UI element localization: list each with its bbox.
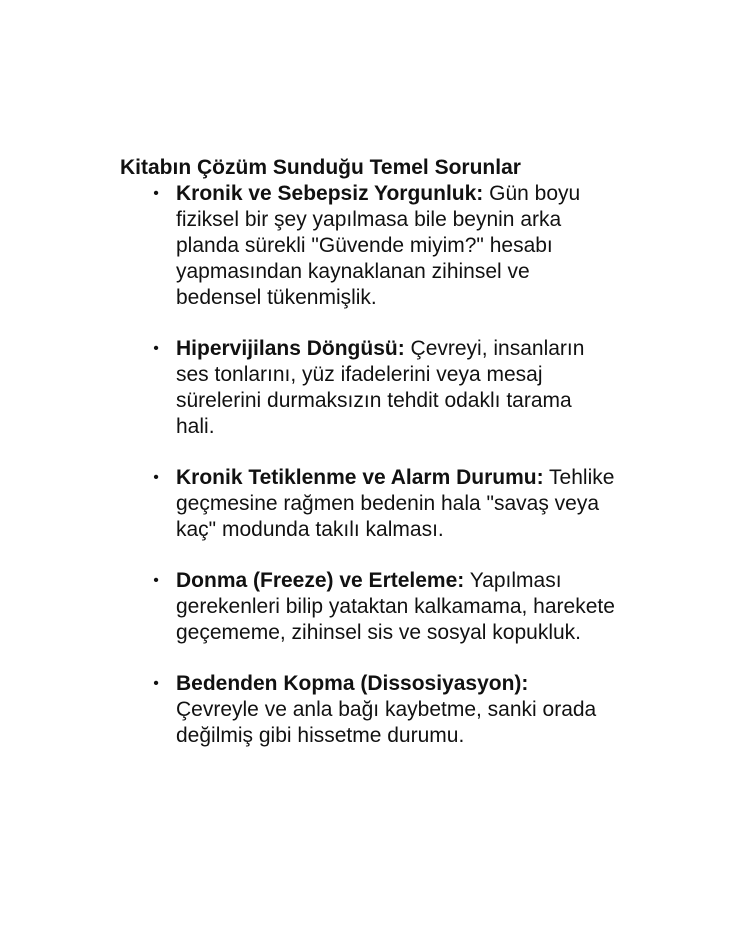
list-item-text <box>176 671 616 749</box>
list-item-text <box>176 336 616 440</box>
bullet-icon: • <box>153 675 159 692</box>
document-page <box>120 155 630 749</box>
issue-term: Kronik Tetiklenme ve Alarm Durumu: <box>176 466 544 489</box>
list-item <box>120 568 630 646</box>
list-item <box>120 465 630 543</box>
bullet-icon: • <box>153 572 159 589</box>
document-title: Kitabın Çözüm Sunduğu Temel Sorunlar <box>120 156 521 179</box>
bullet-icon: • <box>153 340 159 357</box>
issue-description: Çevreyi, insanların ses tonlarını, yüz ifadelerini veya mesaj sürelerini durmaksızın tehdit odaklı tarama hali. <box>176 337 585 438</box>
list-item-text <box>176 568 616 646</box>
issue-description: Yapılması gerekenleri bilip yataktan kalkamama, harekete geçememe, zihinsel sis ve sosyal kopukluk. <box>176 569 615 644</box>
issue-description: Gün boyu fiziksel bir şey yapılmasa bile beynin arka planda sürekli "Güvende miyim?" hesabı yapmasından kaynaklanan zihinsel ve bedensel tükenmişlik. <box>176 182 581 309</box>
bullet-icon: • <box>153 469 159 486</box>
issue-term: Hipervijilans Döngüsü: <box>176 337 405 360</box>
issue-term: Kronik ve Sebepsiz Yorgunluk: <box>176 182 484 205</box>
issue-list <box>120 181 630 749</box>
issue-description: Tehlike geçmesine rağmen bedenin hala "savaş veya kaç" modunda takılı kalması. <box>176 466 615 541</box>
list-item-text <box>176 181 616 311</box>
issue-description: Çevreyle ve anla bağı kaybetme, sanki orada değilmiş gibi hissetme durumu. <box>176 698 597 747</box>
bullet-icon: • <box>153 185 159 202</box>
list-item-text <box>176 465 616 543</box>
list-item <box>120 181 630 311</box>
issue-term: Donma (Freeze) ve Erteleme: <box>176 569 465 592</box>
issue-term: Bedenden Kopma (Dissosiyasyon): <box>176 672 529 695</box>
list-item <box>120 671 630 749</box>
list-item <box>120 336 630 440</box>
